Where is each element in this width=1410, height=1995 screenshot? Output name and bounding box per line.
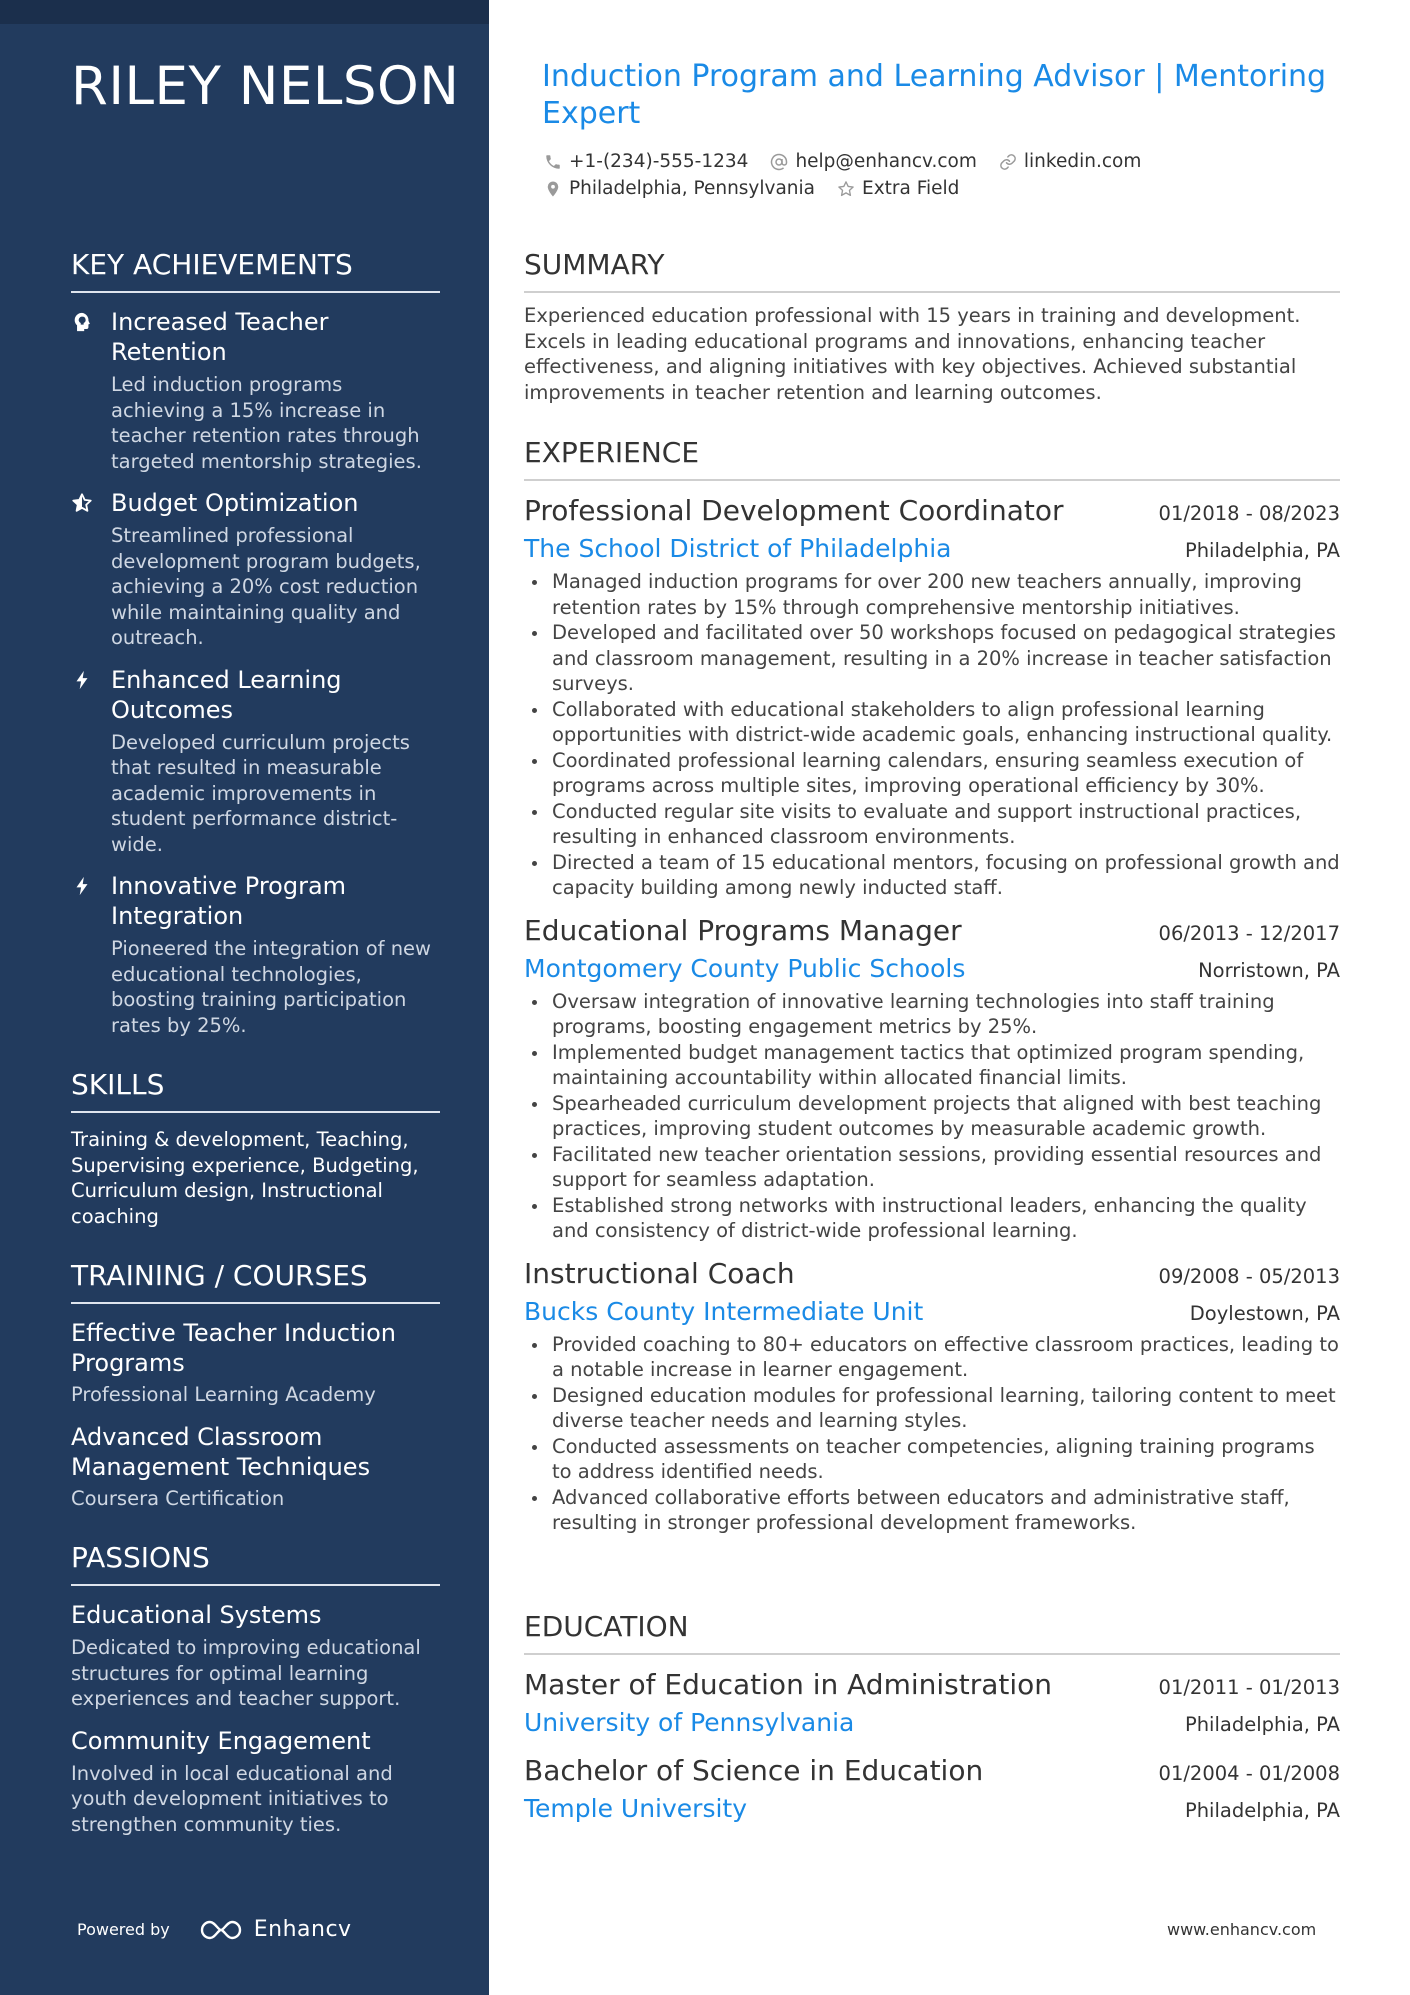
key-achievements-heading: KEY ACHIEVEMENTS (71, 248, 440, 293)
job-company: Bucks County Intermediate Unit (524, 1296, 924, 1326)
education-entry (524, 1667, 1340, 1739)
location-contact (544, 178, 815, 199)
email-contact[interactable] (770, 151, 976, 172)
achievement-title: Enhanced Learning Outcomes (111, 665, 342, 724)
passion-item (71, 1726, 440, 1838)
achievement-title: Budget Optimization (111, 489, 359, 517)
extra-field-text: Extra Field (862, 178, 960, 199)
linkedin-contact[interactable] (999, 151, 1141, 172)
education-dates: 01/2004 - 01/2008 (1158, 1762, 1340, 1785)
location-pin-icon (544, 180, 562, 198)
sidebar-content (71, 248, 440, 1851)
training-section (71, 1259, 440, 1511)
achievement-item (71, 871, 440, 1038)
course-title: Effective Teacher Induction Programs (71, 1319, 396, 1377)
job-bullet: Designed education modules for professional learning, tailoring content to meet diverse teacher needs and learning styles. (524, 1383, 1340, 1434)
education-entry (524, 1753, 1340, 1825)
degree-title: Master of Education in Administration (524, 1668, 1053, 1701)
job-entry (524, 913, 1340, 1244)
skills-heading: SKILLS (71, 1068, 440, 1113)
key-achievements-section (71, 248, 440, 1038)
job-dates: 09/2008 - 05/2013 (1158, 1264, 1340, 1288)
job-title: Professional Development Coordinator (524, 494, 1064, 527)
passion-description: Involved in local educational and youth development initiatives to strengthen community ties. (71, 1761, 393, 1836)
experience-section (524, 436, 1340, 1536)
school-name: Temple University (524, 1794, 748, 1823)
job-title: Instructional Coach (524, 1256, 795, 1290)
training-heading: TRAINING / COURSES (71, 1259, 440, 1304)
job-bullet: Advanced collaborative efforts between educators and administrative staff, resulting in stronger professional development frameworks. (524, 1485, 1340, 1536)
job-bullet: Provided coaching to 80+ educators on effective classroom practices, leading to a notable increase in learner engagement. (524, 1332, 1340, 1383)
job-bullet: Oversaw integration of innovative learning technologies into staff training programs, boosting engagement metrics by 25%. (524, 989, 1340, 1040)
powered-by-label: Powered by (77, 1920, 170, 1939)
extra-field-contact (837, 178, 959, 199)
linkedin-url: linkedin.com (1023, 151, 1142, 172)
job-entry (524, 493, 1340, 901)
job-location: Doylestown, PA (1189, 1301, 1340, 1325)
school-location: Philadelphia, PA (1184, 1713, 1340, 1736)
job-bullet: Directed a team of 15 educational mentors, focusing on professional growth and capacity building among newly inducted staff. (524, 850, 1340, 901)
achievement-item (71, 488, 440, 651)
job-location: Norristown, PA (1198, 958, 1340, 982)
enhancv-brand: Enhancv (253, 1917, 352, 1942)
footer-website[interactable]: www.enhancv.com (1167, 1920, 1317, 1939)
achievement-item (71, 307, 440, 474)
summary-heading: SUMMARY (524, 248, 1340, 293)
education-dates: 01/2011 - 01/2013 (1158, 1676, 1340, 1699)
lightning-icon (71, 665, 111, 858)
link-icon (999, 153, 1017, 171)
passion-item (71, 1600, 440, 1712)
passion-title: Educational Systems (71, 1601, 322, 1629)
achievement-description: Developed curriculum projects that resulted in measurable academic improvements in student performance district-wide. (111, 730, 410, 856)
phone-number: +1-(234)-555-1234 (569, 151, 749, 172)
job-bullet: Spearheaded curriculum development projects that aligned with best teaching practices, improving student outcomes by measurable academic growth. (524, 1091, 1340, 1142)
course-provider: Coursera Certification (71, 1486, 285, 1510)
location-text: Philadelphia, Pennsylvania (569, 178, 816, 199)
course-item (71, 1422, 440, 1512)
education-section (524, 1610, 1340, 1825)
powered-by-footer (77, 1917, 352, 1942)
job-bullet: Managed induction programs for over 200 new teachers annually, improving retention rates by 15% through comprehensive mentorship initiatives. (524, 569, 1340, 620)
professional-headline: Induction Program and Learning Advisor | Mentoring Expert (542, 59, 1327, 131)
job-bullet: Implemented budget management tactics that optimized program spending, maintaining accountability within allocated financial limits. (524, 1040, 1340, 1091)
job-dates: 06/2013 - 12/2017 (1158, 921, 1340, 945)
job-bullet: Collaborated with educational stakeholders to align professional learning opportunities with district-wide academic goals, enhancing instructional quality. (524, 697, 1340, 748)
sidebar (0, 0, 489, 1995)
passions-heading: PASSIONS (71, 1541, 440, 1586)
achievement-item (71, 665, 440, 858)
job-bullet: Conducted assessments on teacher competencies, aligning training programs to address identified needs. (524, 1434, 1340, 1485)
achievement-description: Pioneered the integration of new educational technologies, boosting training participation rates by 25%. (111, 937, 432, 1037)
job-title: Educational Programs Manager (524, 913, 962, 947)
passion-title: Community Engagement (71, 1726, 371, 1755)
job-bullets (524, 569, 1340, 901)
job-dates: 01/2018 - 08/2023 (1158, 502, 1340, 525)
phone-contact[interactable] (544, 151, 748, 172)
skills-list: Training & development, Teaching, Supervising experience, Budgeting, Curriculum design, Instructional coaching (71, 1128, 419, 1228)
job-company: The School District of Philadelphia (524, 534, 952, 563)
passion-description: Dedicated to improving educational structures for optimal learning experiences and teacher support. (71, 1636, 421, 1710)
course-item (71, 1318, 440, 1408)
job-bullet: Facilitated new teacher orientation sessions, providing essential resources and support for seamless adaptation. (524, 1142, 1340, 1193)
achievement-description: Streamlined professional development program budgets, achieving a 20% cost reduction while maintaining quality and outreach. (111, 524, 421, 649)
job-bullet: Developed and facilitated over 50 workshops focused on pedagogical strategies and classroom management, resulting in a 20% increase in teacher satisfaction surveys. (524, 620, 1340, 697)
job-bullets (524, 1332, 1340, 1536)
job-company: Montgomery County Public Schools (524, 953, 966, 983)
summary-text: Experienced education professional with 15 years in training and development. Excels in leading educational programs and innovations, enhancing teacher effectiveness, and aligning initiatives with key objectives. Achieved substantial improvements in teacher retention and learning outcomes. (524, 304, 1301, 404)
achievement-title: Innovative Program Integration (111, 872, 347, 930)
email-address: help@enhancv.com (795, 151, 977, 172)
education-heading: EDUCATION (524, 1610, 1340, 1655)
star-half-icon (71, 488, 111, 651)
lightning-icon (71, 871, 111, 1038)
phone-icon (544, 153, 562, 171)
passions-section (71, 1541, 440, 1837)
star-icon (837, 180, 855, 198)
skills-section (71, 1068, 440, 1229)
summary-section (524, 248, 1340, 405)
school-location: Philadelphia, PA (1184, 1799, 1340, 1822)
achievement-description: Led induction programs achieving a 15% increase in teacher retention rates through targeted mentorship strategies. (111, 373, 422, 473)
job-bullet: Established strong networks with instructional leaders, enhancing the quality and consistency of district-wide professional learning. (524, 1193, 1340, 1244)
job-entry (524, 1256, 1340, 1536)
at-sign-icon (770, 153, 788, 171)
school-name: University of Pennsylvania (524, 1708, 855, 1737)
bulb-head-icon (71, 307, 111, 474)
job-location: Philadelphia, PA (1184, 539, 1340, 562)
experience-heading: EXPERIENCE (524, 436, 1340, 481)
enhancv-logo-icon (198, 1918, 244, 1942)
job-bullet: Conducted regular site visits to evaluate and support instructional practices, resulting in enhanced classroom environments. (524, 799, 1340, 850)
achievement-title: Increased Teacher Retention (111, 308, 329, 366)
job-bullet: Coordinated professional learning calendars, ensuring seamless execution of programs across multiple sites, improving operational efficiency by 30%. (524, 748, 1340, 799)
course-title: Advanced Classroom Management Techniques (71, 1422, 371, 1481)
degree-title: Bachelor of Science in Education (524, 1754, 984, 1787)
contact-info (544, 148, 1334, 202)
course-provider: Professional Learning Academy (71, 1383, 376, 1406)
sidebar-top-bar (0, 0, 489, 24)
candidate-name: RILEY NELSON (71, 56, 460, 117)
job-bullets (524, 989, 1340, 1244)
